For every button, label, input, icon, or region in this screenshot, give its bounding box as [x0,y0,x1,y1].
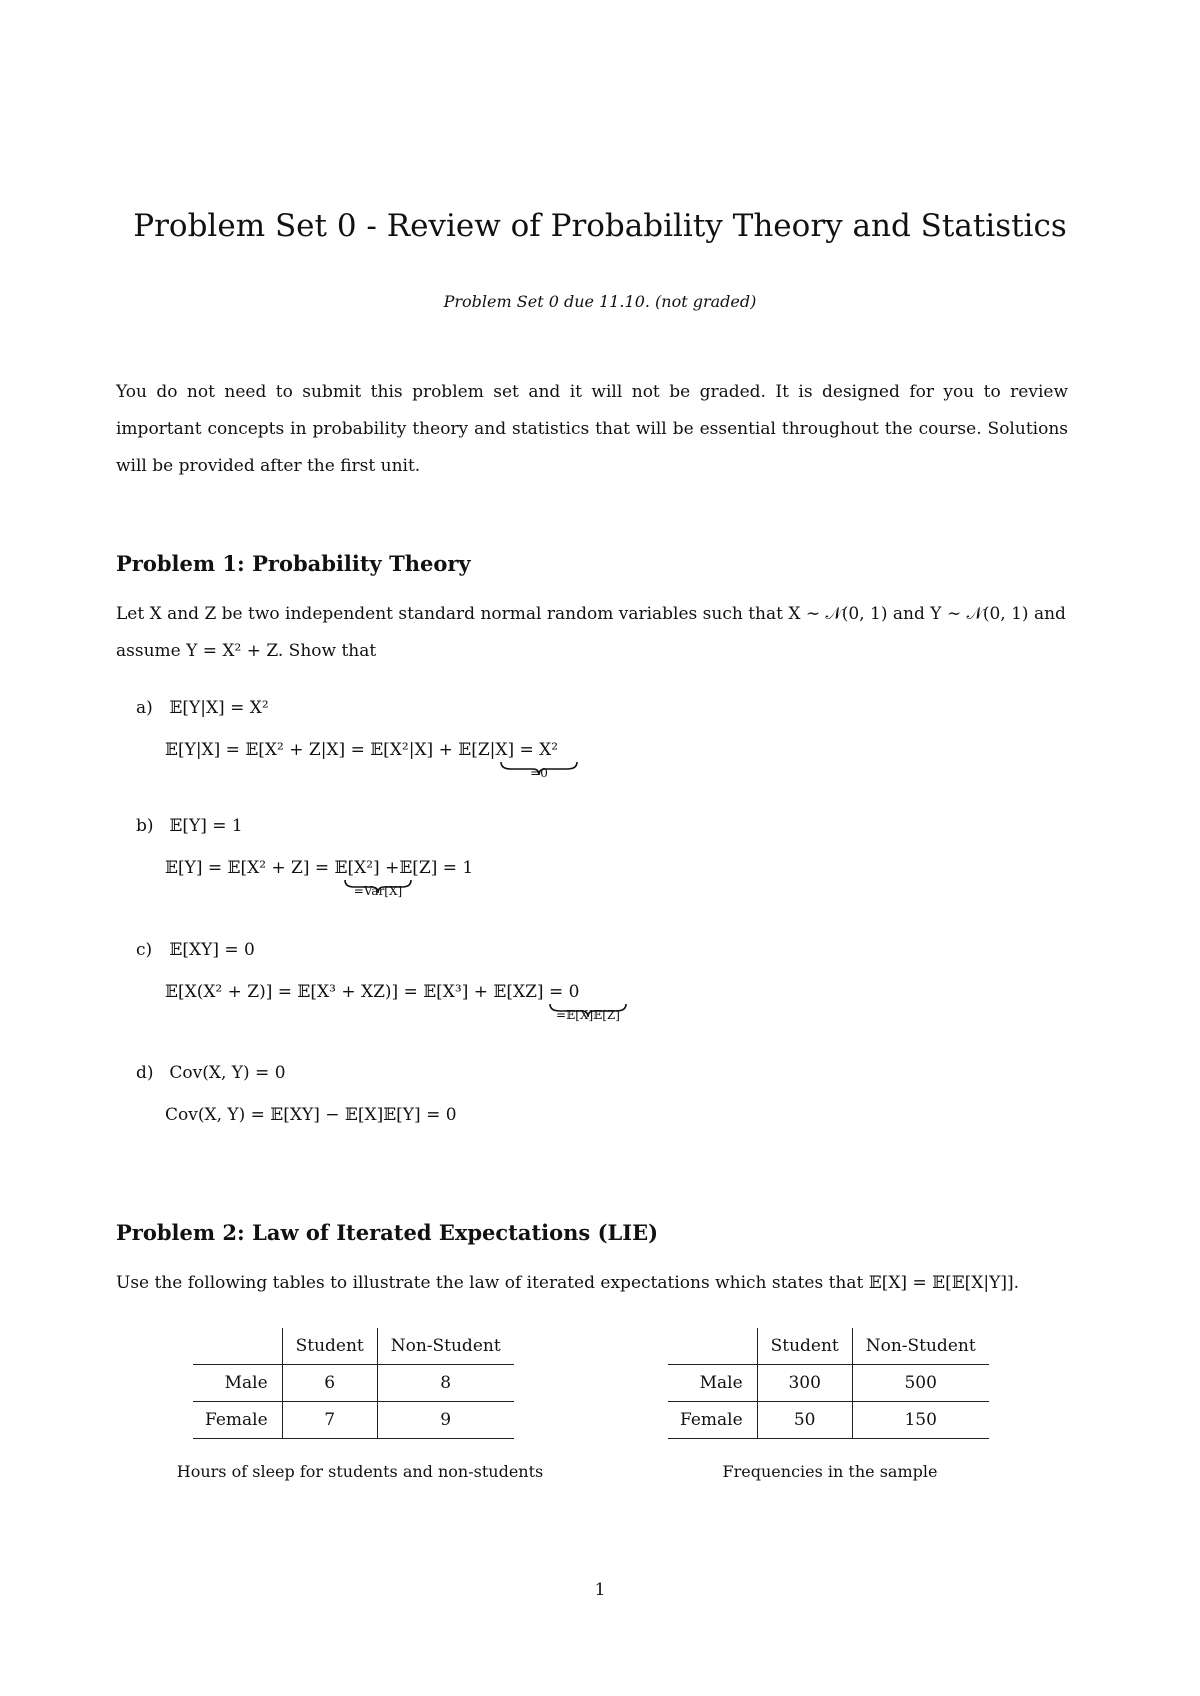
table-header-row [193,1328,514,1365]
part-c-derivation [165,982,620,1022]
part-b-derivation [165,858,474,898]
problem2-statement: Use the following tables to illustrate the law of iterated expectations which states that 𝔼[X] = 𝔼[𝔼[X|Y]]. [116,1273,1020,1293]
part-a-derivation [165,740,559,780]
table-cell: 6 [282,1365,377,1402]
table-cell: 500 [852,1365,989,1402]
sleep-hours-table [193,1328,514,1439]
part-d-derivation-text: Cov(X, Y) = 𝔼[XY] − 𝔼[X]𝔼[Y] = 0 [165,1105,457,1125]
table-cell: 150 [852,1402,989,1439]
table-header-cell: Non-Student [377,1328,514,1365]
part-a-label: a) [136,698,153,718]
problem1-heading: Problem 1: Probability Theory [116,551,471,576]
part-c-claim [136,940,255,960]
problem2-heading: Problem 2: Law of Iterated Expectations (LIE) [116,1220,659,1245]
intro-paragraph: You do not need to submit this problem set and it will not be graded. It is designed for you to review important concepts in probability theory and statistics that will be essential throughout the course. Solutions will be provided after the first unit. [116,382,1068,476]
table-header-row [668,1328,989,1365]
table-header-cell: Non-Student [852,1328,989,1365]
part-a-brace-note: =0 [530,766,548,780]
table-header-cell: Student [757,1328,852,1365]
part-c-derivation-text: 𝔼[X(X² + Z)] = 𝔼[X³ + XZ)] = 𝔼[X³] + 𝔼[XZ] = 0 [165,982,580,1002]
page-number: 1 [594,1580,606,1600]
part-c-brace-note: =𝔼[X]𝔼[Z] [556,1008,620,1022]
table-row-header: Male [668,1365,757,1402]
part-b-derivation-wrap [165,858,474,898]
problem1-statement: Let X and Z be two independent standard normal random variables such that X ∼ 𝒩(0, 1) and Y ∼ 𝒩(0, 1) and assume Y = X² + Z. Show that [116,604,1066,661]
part-d-claim [136,1063,286,1083]
part-a-claim [136,698,269,718]
table-cell: 300 [757,1365,852,1402]
table2-caption: Frequencies in the sample [722,1462,938,1481]
part-c-claim-text: 𝔼[XY] = 0 [169,940,255,960]
table-row-header: Female [668,1402,757,1439]
table-row [668,1365,989,1402]
table-corner-cell [193,1328,282,1365]
page-title: Problem Set 0 - Review of Probability Theory and Statistics [133,208,1067,244]
part-b-derivation-text: 𝔼[Y] = 𝔼[X² + Z] = 𝔼[X²] +𝔼[Z] = 1 [165,858,474,878]
table-cell: 8 [377,1365,514,1402]
part-d-claim-text: Cov(X, Y) = 0 [169,1063,286,1083]
table-cell: 9 [377,1402,514,1439]
part-b-brace-note: =Var[X] [353,884,403,898]
part-d-label: d) [136,1063,154,1083]
sample-frequencies-table [668,1328,989,1439]
part-b-label: b) [136,816,154,836]
page-subtitle: Problem Set 0 due 11.10. (not graded) [443,292,757,311]
part-c-label: c) [136,940,153,960]
part-b-claim-text: 𝔼[Y] = 1 [169,816,243,836]
part-a-claim-text: 𝔼[Y|X] = X² [169,698,269,718]
part-a-derivation-wrap [165,740,559,780]
table-cell: 50 [757,1402,852,1439]
part-d-derivation [165,1105,457,1125]
part-b-claim [136,816,243,836]
table-row [193,1365,514,1402]
table-corner-cell [668,1328,757,1365]
part-a-derivation-text: 𝔼[Y|X] = 𝔼[X² + Z|X] = 𝔼[X²|X] + 𝔼[Z|X] = X² [165,740,559,760]
table-row-header: Male [193,1365,282,1402]
table-row [193,1402,514,1439]
table-header-cell: Student [282,1328,377,1365]
table-row-header: Female [193,1402,282,1439]
table-cell: 7 [282,1402,377,1439]
table-row [668,1402,989,1439]
table1-caption: Hours of sleep for students and non-students [176,1462,544,1481]
part-c-derivation-wrap [165,982,620,1022]
